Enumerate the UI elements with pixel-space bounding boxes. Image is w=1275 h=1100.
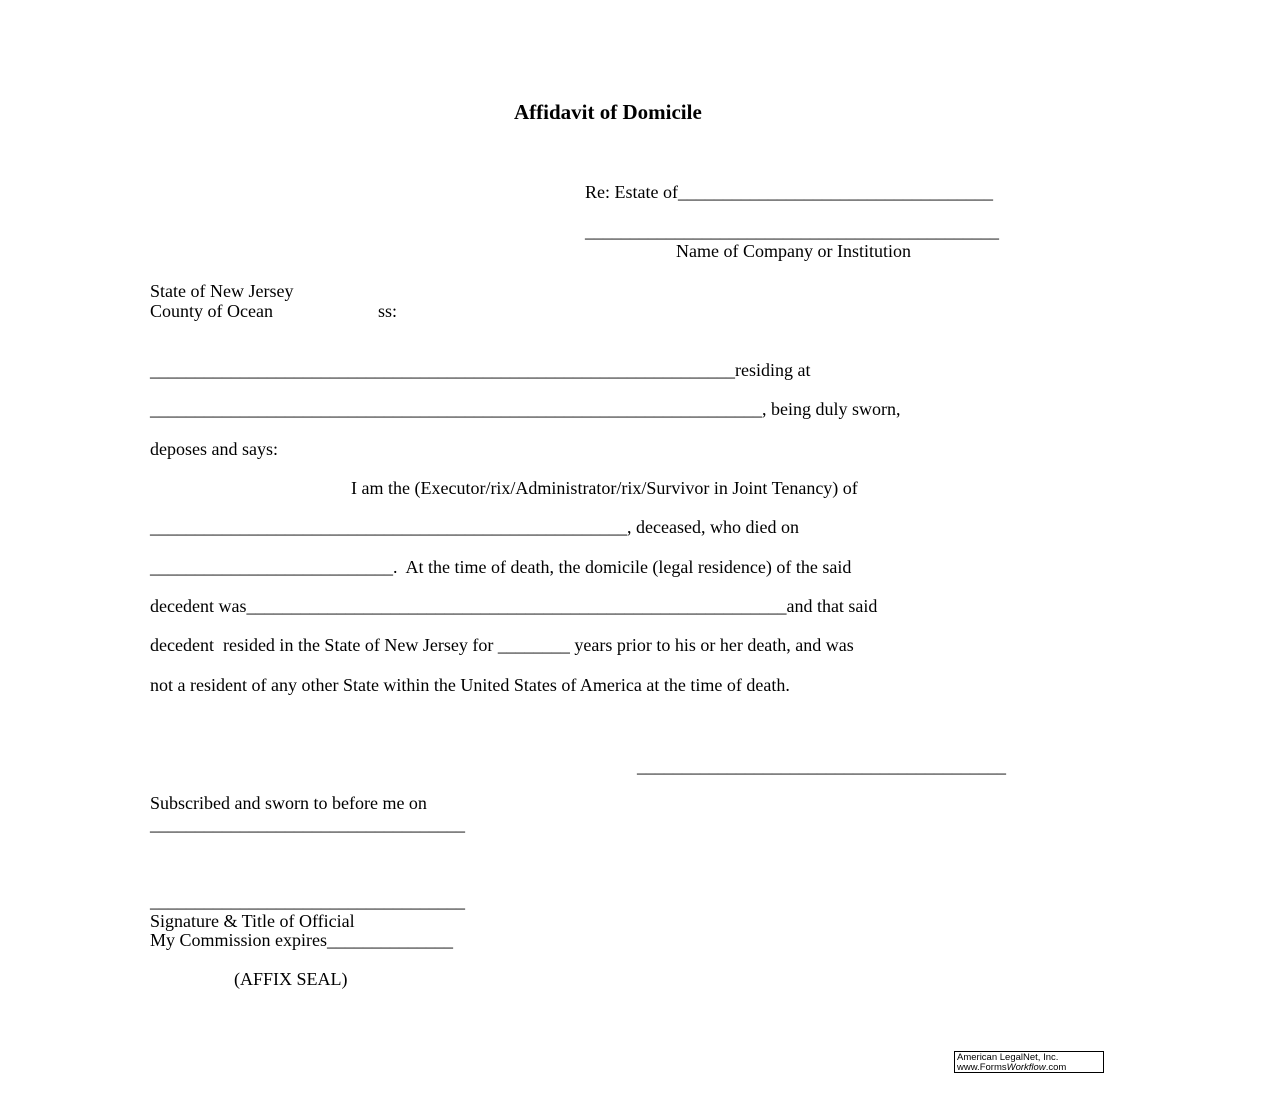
county-label: County of Ocean [150,301,273,321]
badge-website-suffix: .com [1045,1062,1067,1073]
affiant-line: _________________________________________________________________residing at [150,360,811,380]
ss-label: ss: [378,301,398,321]
official-signature-line: ___________________________________ [150,891,465,911]
death-date-line: ___________________________. At the time of death, the domicile (legal residence) of the said [150,557,852,577]
affiant-signature-line: _________________________________________ [637,756,1006,776]
residence-line: ____________________________________________________________________, being duly sworn, [150,399,901,419]
badge-website [957,1063,1101,1073]
document-title: Affidavit of Domicile [514,100,702,124]
affix-seal-label: (AFFIX SEAL) [234,969,348,989]
footer-badge [954,1051,1104,1073]
decedent-name-line: _____________________________________________________, deceased, who died on [150,517,799,537]
badge-website-italic: Workflow [1006,1062,1046,1073]
badge-company: American LegalNet, Inc. [957,1052,1059,1063]
non-resident-line: not a resident of any other State within the United States of America at the time of death. [150,675,790,695]
official-caption: Signature & Title of Official [150,911,355,931]
subscribed-date-line: ___________________________________ [150,814,465,834]
years-resided-line: decedent resided in the State of New Jersey for ________ years prior to his or her death, and was [150,635,854,655]
commission-expires: My Commission expires______________ [150,930,454,950]
company-name-line: ______________________________________________ [585,221,999,241]
re-estate-of: Re: Estate of___________________________________ [585,182,993,202]
company-name-caption: Name of Company or Institution [676,241,911,261]
badge-website-prefix: www.Forms [957,1062,1007,1073]
capacity-line: I am the (Executor/rix/Administrator/rix/Survivor in Joint Tenancy) of [351,478,858,498]
subscribed-label: Subscribed and sworn to before me on [150,793,427,813]
deposes-line: deposes and says: [150,439,278,459]
domicile-line: decedent was____________________________________________________________and that said [150,596,878,616]
state-label: State of New Jersey [150,281,294,301]
